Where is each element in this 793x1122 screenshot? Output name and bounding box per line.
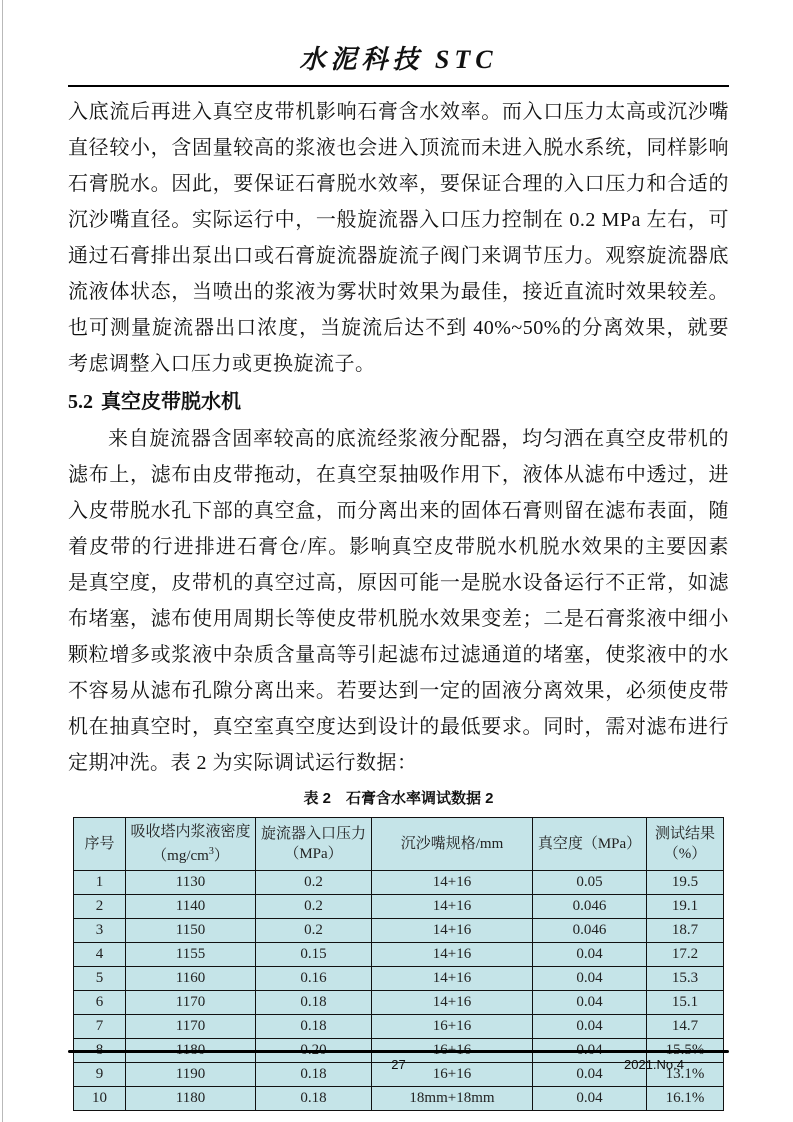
table-cell: 0.04 (533, 991, 647, 1015)
table-cell: 0.2 (256, 919, 372, 943)
table-cell: 0.18 (256, 1063, 372, 1087)
table-cell: 5 (74, 967, 126, 991)
page-content (68, 0, 729, 1111)
section-title: 真空皮带脱水机 (101, 391, 241, 413)
col-header-test-result: 测试结果 （%） (647, 818, 724, 871)
table-cell: 14+16 (372, 991, 533, 1015)
table-cell: 0.04 (533, 1039, 647, 1063)
table-cell: 13.1% (647, 1063, 724, 1087)
section-heading (68, 387, 729, 417)
table-cell: 7 (74, 1015, 126, 1039)
table-cell: 1170 (126, 991, 256, 1015)
table-cell: 0.046 (533, 895, 647, 919)
table-cell: 14+16 (372, 967, 533, 991)
table-cell: 18mm+18mm (372, 1087, 533, 1111)
table-cell: 9 (74, 1063, 126, 1087)
body-paragraph-2: 来自旋流器含固率较高的底流经浆液分配器，均匀洒在真空皮带机的滤布上，滤布由皮带拖动，在真空泵抽吸作用下，液体从滤布中透过，进入皮带脱水孔下部的真空盒，而分离出来的固体石膏则留在滤布表面，随着皮带的行进排进石膏仓/库。影响真空皮带脱水机脱水效果的主要因素是真空度，皮带机的真空过高，原因可能一是脱水设备运行不正常，如滤布堵塞，滤布使用周期长等使皮带机脱水效果变差；二是石膏浆液中细小颗粒增多或浆液中杂质含量高等引起滤布过滤通道的堵塞，使浆液中的水不容易从滤布孔隙分离出来。若要达到一定的固液分离效果，必须使皮带机在抽真空时，真空室真空度达到设计的最低要求。同时，需对滤布进行定期冲洗。表 2 为实际调试运行数据： (68, 428, 729, 774)
table-cell: 16+16 (372, 1015, 533, 1039)
table-cell: 0.18 (256, 1087, 372, 1111)
table-cell: 0.04 (533, 943, 647, 967)
section-number: 5.2 (68, 391, 93, 413)
table-cell: 1180 (126, 1039, 256, 1063)
page-footer (68, 1050, 729, 1074)
table-cell: 0.04 (533, 1015, 647, 1039)
table-row (74, 1087, 724, 1111)
table-cell: 0.04 (533, 1087, 647, 1111)
table-cell: 0.2 (256, 895, 372, 919)
table-cell: 1190 (126, 1063, 256, 1087)
table-cell: 4 (74, 943, 126, 967)
header-rule (68, 85, 729, 87)
journal-title: 水泥科技 STC (299, 45, 498, 74)
table-cell: 8 (74, 1039, 126, 1063)
table-cell: 1 (74, 871, 126, 895)
table-cell: 15.3 (647, 967, 724, 991)
table-cell: 14+16 (372, 895, 533, 919)
table-cell: 15.1 (647, 991, 724, 1015)
table-cell: 6 (74, 991, 126, 1015)
col-header-inlet-pressure: 旋流器入口压力 （MPa） (256, 818, 372, 871)
table-row (74, 1015, 724, 1039)
table-cell: 19.5 (647, 871, 724, 895)
table-cell: 0.18 (256, 1015, 372, 1039)
table-row (74, 943, 724, 967)
table-cell: 16+16 (372, 1063, 533, 1087)
table-cell: 0.046 (533, 919, 647, 943)
page-number: 27 (391, 1057, 406, 1072)
table-cell: 1130 (126, 871, 256, 895)
body-paragraph-1: 入底流后再进入真空皮带机影响石膏含水效率。而入口压力太高或沉沙嘴直径较小，含固量较高的浆液也会进入顶流而未进入脱水系统，同样影响石膏脱水。因此，要保证石膏脱水效率，要保证合理的入口压力和合适的沉沙嘴直径。实际运行中，一般旋流器入口压力控制在 0.2 MPa 左右，可通过石膏排出泵出口或石膏旋流器旋流子阀门来调节压力。观察旋流器底流液体状态，当喷出的浆液为雾状时效果为最佳，接近直流时效果较差。也可测量旋流器出口浓度，当旋流后达不到 40%~50%的分离效果，就要考虑调整入口压力或更换旋流子。 (68, 101, 729, 375)
footer-rule (68, 1050, 729, 1053)
table-cell: 0.2 (256, 871, 372, 895)
table-cell: 14.7 (647, 1015, 724, 1039)
table-body (74, 871, 724, 1111)
issue-number: 2021.No.4 (624, 1057, 684, 1072)
col-header-slurry-density: 吸收塔内浆液密度 $(mg/cm^3)$ (126, 818, 256, 871)
table-cell: 19.1 (647, 895, 724, 919)
table-row (74, 991, 724, 1015)
table-caption: 表 2 石膏含水率调试数据 2 (303, 790, 494, 807)
table-row (74, 871, 724, 895)
table-cell: 18.7 (647, 919, 724, 943)
col-header-serial: 序号 (74, 818, 126, 871)
table-cell: 0.15 (256, 943, 372, 967)
table-row (74, 967, 724, 991)
table-cell: 14+16 (372, 871, 533, 895)
table-header-row (74, 818, 724, 871)
page-edge-line (2, 0, 3, 1122)
table-cell: 1140 (126, 895, 256, 919)
table-cell: 2 (74, 895, 126, 919)
table-cell: 14+16 (372, 943, 533, 967)
table-cell: 14+16 (372, 919, 533, 943)
table-cell: 0.05 (533, 871, 647, 895)
table-cell: 0.16 (256, 967, 372, 991)
table-row (74, 919, 724, 943)
table-row (74, 895, 724, 919)
table-cell: 1150 (126, 919, 256, 943)
col-header-vacuum: 真空度（MPa） (533, 818, 647, 871)
table-cell: 1155 (126, 943, 256, 967)
table-cell: 16.1% (647, 1087, 724, 1111)
table-cell: 1160 (126, 967, 256, 991)
table-cell: 17.2 (647, 943, 724, 967)
table-cell: 0.04 (533, 967, 647, 991)
footer-row (68, 1056, 729, 1074)
table-cell: 0.04 (533, 1063, 647, 1087)
col-header-nozzle-spec: 沉沙嘴规格/mm (372, 818, 533, 871)
table-cell: 1170 (126, 1015, 256, 1039)
table-cell: 10 (74, 1087, 126, 1111)
table-cell: 15.5% (647, 1039, 724, 1063)
table-cell: 3 (74, 919, 126, 943)
table-cell: 0.18 (256, 991, 372, 1015)
table-cell: 1180 (126, 1087, 256, 1111)
table-cell: 16+16 (372, 1039, 533, 1063)
table-cell: 0.20 (256, 1039, 372, 1063)
